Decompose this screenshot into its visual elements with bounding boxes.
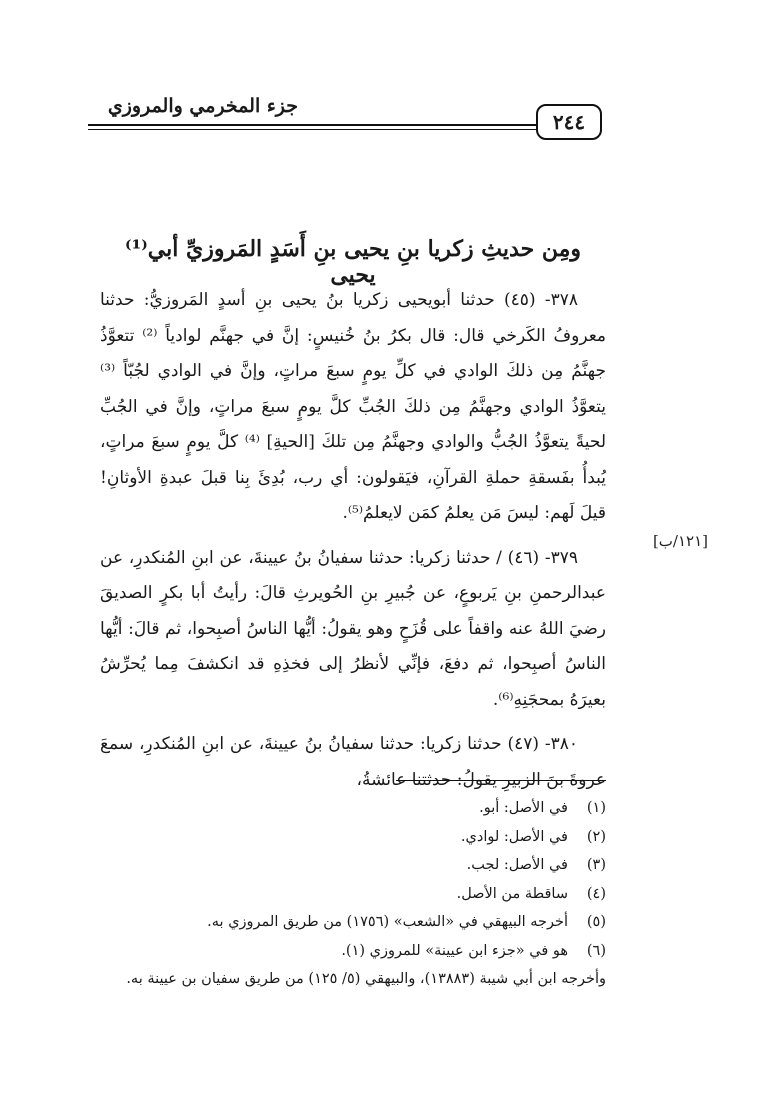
body-text xyxy=(100,283,606,807)
paragraph-379: ٣٧٩- (٤٦) / حدثنا زكريا: حدثنا سفيانُ بنُ عيينةَ، عن ابنِ المُنكدرِ، عن عبدالرحمنِ بنِ يَربوعٍ، عن جُبيرِ بنِ الحُويرثِ قالَ: رأيتُ أبا بكرٍ الصديقَ رضيَ اللهُ عنه واقفاً على قُزَحٍ وهو يقولُ: أيُّها الناسُ أصبِحوا، ثم قالَ: أيُّها الناسُ أصبِحوا، ثم دفعَ، فإنِّي لأنظرُ إلى فخذِهِ قد انكشفَ مِما يُحرِّشُ بعيرَهُ بمحجَنِهِ⁽⁶⁾. xyxy=(100,547,607,710)
footnote-number: (١) xyxy=(586,800,606,816)
footnote-text: في الأصل: أبو. xyxy=(479,800,568,816)
footnote-text: ساقطة من الأصل. xyxy=(456,885,568,902)
section-heading: ومِن حديثِ زكريا بنِ يحيى بنِ أَسَدٍ المَروزيِّ أبي⁽¹⁾ يحيى xyxy=(125,236,581,288)
footnote-6 xyxy=(100,937,606,966)
manuscript-folio-note: [١٢١/ب] xyxy=(652,532,708,550)
footnote-rule xyxy=(396,780,606,781)
footnote-text: في الأصل: لجب. xyxy=(466,857,568,873)
footnote-text: في الأصل: لوادي. xyxy=(460,828,568,845)
footnote-number: (٥) xyxy=(586,914,606,930)
footnote-text: أخرجه البيهقي في «الشعب» (١٧٥٦) من طريق المروزي به. xyxy=(207,914,568,930)
footnote-2 xyxy=(100,823,606,852)
paragraph-378: ٣٧٨- (٤٥) حدثنا أبويحيى زكريا بنُ يحيى بنِ أسدٍ المَروزيُّ: حدثنا معروفُ الكَرخي قال: قال بكرُ بنُ خُنيسٍ: إنَّ في جهنَّم لوادياً ⁽²⁾ تتعوَّذُ جهنَّمُ مِن ذلكَ الوادي في كلِّ يومٍ سبعَ مراتٍ، وإنَّ في الوادي لجُبّاً ⁽³⁾ يتعوَّذُ الوادي وجهنَّمُ مِن ذلكَ الجُبِّ كلَّ يومٍ سبعَ مراتٍ، وإنَّ في الجُبِّ لحيةً يتعوَّذُ الجُبُّ والوادي وجهنَّمُ مِن تلكَ [الحيةِ] ⁽⁴⁾ كلَّ يومٍ سبعَ مراتٍ، يُبدأُ بفَسقةِ حملةِ القرآنِ، فيَقولون: أي رب، بُدِئَ بِنا قبلَ عبدةِ الأوثانِ! قيلَ لَهم: ليسَ مَن يعلمُ كمَن لايعلمُ⁽⁵⁾. xyxy=(100,290,607,523)
footnote-4 xyxy=(100,880,606,909)
footnote-number: (٤) xyxy=(586,885,606,902)
running-title: جزء المخرمي والمروزي xyxy=(107,95,298,117)
footnote-number: (٢) xyxy=(586,828,606,845)
page-number: ٢٤٤ xyxy=(536,104,602,140)
paragraph-380: ٣٨٠- (٤٧) حدثنا زكريا: حدثنا سفيانُ بنُ عيينةَ، عن ابنِ المُنكدرِ، سمعَ عروةَ بنَ الزبيرِ يقولُ: حدثتنا عائشةُ، xyxy=(100,734,606,790)
footnote-text: هو في «جزء ابن عيينة» للمروزي (١). xyxy=(341,942,568,959)
footnote-number: (٣) xyxy=(586,857,606,873)
footnote-1 xyxy=(100,794,606,823)
footnote-3 xyxy=(100,851,606,880)
footnote-number: (٦) xyxy=(586,942,606,959)
header-rule xyxy=(88,124,598,130)
footnote-5 xyxy=(100,908,606,937)
footnotes xyxy=(100,794,606,994)
footnote-6-continuation: وأخرجه ابن أبي شيبة (١٣٨٨٣)، والبيهقي (٥/ ١٢٥) من طريق سفيان بن عيينة به. xyxy=(126,971,606,987)
